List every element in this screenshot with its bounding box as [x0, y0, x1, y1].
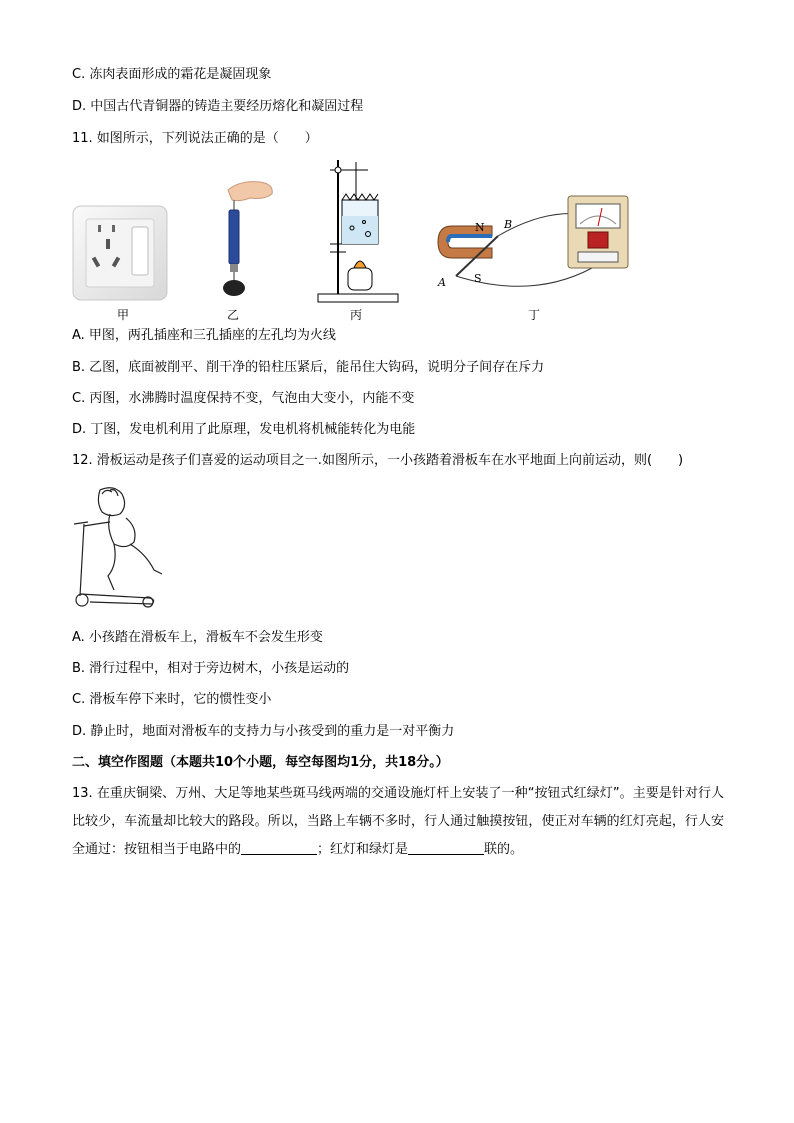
lead-cylinder-figure [220, 180, 274, 298]
socket-figure [72, 205, 168, 301]
option-d-q10: D. 中国古代青铜器的铸造主要经历熔化和凝固过程 [72, 99, 364, 114]
scooter-child-figure [70, 484, 168, 612]
option-c-q11: C. 丙图，水沸腾时温度保持不变，气泡由大变小，内能不变 [72, 391, 415, 406]
answer-blank-1[interactable] [241, 840, 317, 855]
question-11: 11. 如图所示，下列说法正确的是（ ） [72, 131, 318, 146]
label-b: B [504, 218, 513, 231]
caption-yi: 乙 [227, 308, 240, 322]
option-d-q11: D. 丁图，发电机利用了此原理，发电机将机械能转化为电能 [72, 422, 416, 437]
caption-ding: 丁 [528, 308, 541, 322]
option-c-q10: C. 冻肉表面形成的霜花是凝固现象 [72, 67, 272, 82]
question-13 [72, 780, 724, 864]
boiling-water-figure [316, 156, 400, 304]
option-b-q12: B. 滑行过程中，相对于旁边树木，小孩是运动的 [72, 661, 350, 676]
question-12: 12. 滑板运动是孩子们喜爱的运动项目之一.如图所示，一小孩踏着滑板车在水平地面上向前运动，则( ) [72, 453, 684, 468]
generator-principle-figure [432, 190, 632, 292]
label-a: A [438, 276, 446, 289]
label-n: N [475, 221, 485, 234]
section-2-heading: 二、填空作图题（本题共10个小题，每空每图均1分，共18分。） [72, 755, 449, 770]
option-d-q12: D. 静止时，地面对滑板车的支持力与小孩受到的重力是一对平衡力 [72, 724, 455, 739]
question-13-text-1: 13. 在重庆铜梁、万州、大足等地某些斑马线两端的交通设施灯杆上安装了一种“按钮式红绿灯”。主要是针对行人比较少，车流量却比较大的路段。所以，当路上车辆不多时，行人通过触摸按钮，使正对车辆的红灯亮起，行人安全通过：按钮相当于电路中的 [72, 786, 724, 857]
option-a-q11: A. 甲图，两孔插座和三孔插座的左孔均为火线 [72, 328, 336, 343]
caption-jia: 甲 [117, 308, 130, 322]
option-c-q12: C. 滑板车停下来时，它的惯性变小 [72, 692, 272, 707]
option-a-q12: A. 小孩踏在滑板车上，滑板车不会发生形变 [72, 630, 323, 645]
question-13-text-3: 联的。 [484, 842, 524, 857]
caption-bing: 丙 [350, 308, 363, 322]
label-s: S [474, 272, 482, 285]
answer-blank-2[interactable] [408, 840, 484, 855]
question-13-text-2: ；红灯和绿灯是 [317, 842, 409, 857]
option-b-q11: B. 乙图，底面被削平、削干净的铅柱压紧后，能吊住大钩码，说明分子间存在斥力 [72, 360, 545, 375]
